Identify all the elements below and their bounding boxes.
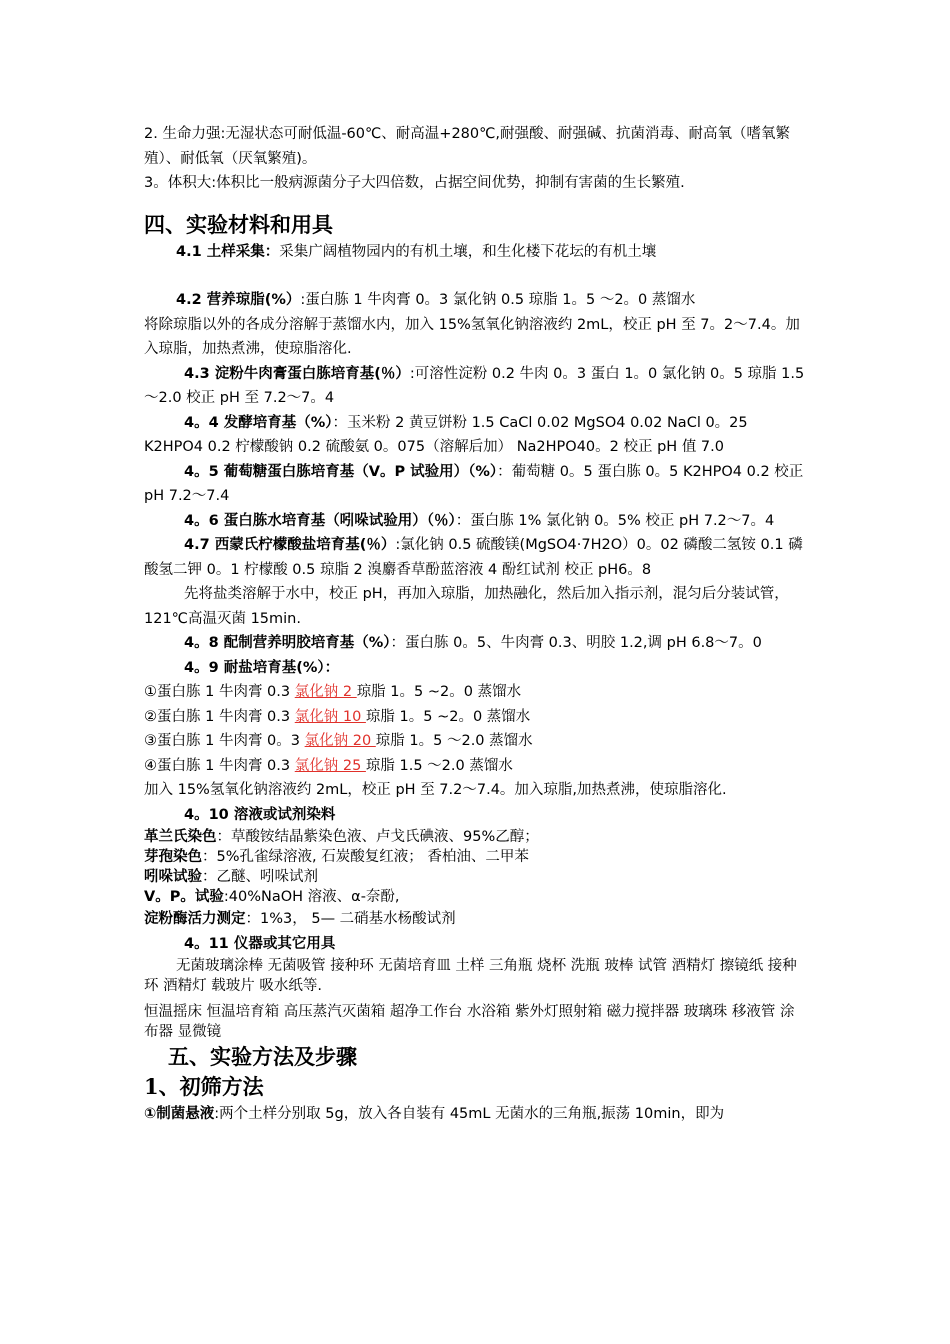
item-4-10-label: 4。10 溶液或试剂染料 [184,806,336,823]
item-4-2-text: :蛋白胨 1 牛肉膏 0。3 氯化钠 0.5 琼脂 1。5 ～2。0 蒸馏水 [300,292,696,308]
item-4-7-label: 4.7 西蒙氏柠檬酸盐培育基(％） [184,537,396,553]
para-size: 3。体积大:体积比一般病源菌分子大四倍数，占据空间优势，抑制有害菌的生长繁殖. [144,175,685,191]
item-4-11-list-2: 恒温摇床 恒温培育箱 高压蒸汽灭菌箱 超净工作台 水浴箱 紫外灯照射箱 磁力搅拌器 玻璃珠 移液管 涂布器 显微镜 [144,1004,795,1040]
item-4-1-label: 4.1 土样采集： [176,243,280,260]
item-4-3 [144,362,808,411]
item-4-2-label: 4.2 营养琼脂(%） [176,292,301,308]
item-4-5-text: ：葡萄糖 0。5 蛋白胨 0。5 K2HPO4 0.2 校正 pH 7.2～7.4 [144,463,804,504]
item-4-5 [144,460,808,509]
salt-row-3-pre: ③蛋白胨 1 牛肉膏 0。3 [144,733,305,749]
item-4-4 [144,411,808,460]
step-1-text: :两个土样分别取 5g，放入各自装有 45mL 无菌水的三角瓶,振荡 10min，即为 [214,1106,725,1122]
item-4-8-label: 4。8 配制营养明胶培育基（%） [184,635,391,651]
item-4-6 [144,509,808,534]
item-4-9-label: 4。9 耐盐培育基(%）： [184,659,340,676]
indole-test [144,867,808,887]
item-4-9-cont: 加入 15%氢氧化钠溶液约 2mL，校正 pH 至 7.2～7.4。加入琼脂,加热煮沸，使琼脂溶化. [144,782,727,798]
vp-test-text: :40%NaOH 溶液、α-奈酚, [223,889,400,905]
salt-row-4-post: 琼脂 1.5 ～2.0 蒸馏水 [365,757,513,774]
salt-row-1-post: 琼脂 1。5 ~2。0 蒸馏水 [356,684,522,700]
salt-row-4-nacl: 氯化钠 25 [294,757,366,774]
item-4-4-text: ：玉米粉 2 黄豆饼粉 1.5 CaCl 0.02 MgSO4 0.02 NaCl 0。25 K2HPO4 0.2 柠檬酸钠 0.2 硫酸氨 0。075（溶解后加） Na2HPO40。2 校正 pH 值 7.0 [144,414,748,455]
indole-test-text: ：乙醚、吲哚试剂 [202,869,318,885]
salt-row-3 [144,729,808,754]
salt-row-1-nacl: 氯化钠 2 [294,684,357,700]
item-4-1-text: 采集广阔植物园内的有机土壤，和生化楼下花坛的有机土壤 [279,243,657,260]
indole-test-label: 吲哚试验 [144,869,202,885]
item-4-1 [144,240,808,265]
gram-stain [144,827,808,847]
spore-stain-label: 芽孢染色 [144,849,202,865]
gram-stain-label: 革兰氏染色 [144,829,217,845]
salt-row-4 [144,754,808,779]
spore-stain-text: ：5%孔雀绿溶液, 石炭酸复红液； 香柏油、二甲苯 [202,849,529,865]
item-4-8-text: ：蛋白胨 0。5、牛肉膏 0.3、明胶 1.2,调 pH 6.8～7。0 [390,635,762,651]
item-4-5-label: 4。5 葡萄糖蛋白胨培育基（V。P 试验用）（%） [184,463,498,480]
salt-row-1 [144,680,808,705]
item-4-7-text: :氯化钠 0.5 硫酸镁(MgSO4·7H2O）0。02 磷酸二氢铵 0.1 磷酸氢二钾 0。1 柠檬酸 0.5 琼脂 2 溴麝香草酚蓝溶液 4 酚红试剂 校正 pH6。8 [144,537,803,578]
salt-row-2-post: 琼脂 1。5 ~2。0 蒸馏水 [365,708,531,725]
salt-row-4-pre: ④蛋白胨 1 牛肉膏 0.3 [144,757,295,774]
salt-row-3-post: 琼脂 1。5 ～2.0 蒸馏水 [375,733,533,749]
amylase-test [144,907,808,932]
section-4-title: 四、实验材料和用具 [144,211,333,237]
document-page [144,122,808,1127]
item-4-2 [144,288,808,313]
amylase-test-label: 淀粉酶活力测定 [144,911,246,927]
item-4-6-text: ：蛋白胨 1% 氯化钠 0。5% 校正 pH 7.2～7。4 [455,512,775,529]
item-4-11-list-1: 无菌玻璃涂棒 无菌吸管 接种环 无菌培育皿 土样 三角瓶 烧杯 洗瓶 玻棒 试管 酒精灯 擦镜纸 接种环 酒精灯 载玻片 吸水纸等. [144,958,797,994]
gram-stain-text: ：草酸铵结晶紫染色液、卢戈氏碘液、95%乙醇； [216,829,539,845]
item-4-3-label: 4.3 淀粉牛肉膏蛋白胨培育基(％） [184,365,410,382]
step-1 [144,1102,808,1127]
vp-test-label: V。P。试验 [144,889,224,905]
item-4-8 [144,631,808,656]
step-1-label: ①制菌悬液 [144,1106,215,1122]
salt-row-3-nacl: 氯化钠 20 [304,733,376,749]
salt-row-2 [144,705,808,730]
item-4-4-label: 4。4 发酵培育基（%） [184,414,333,431]
salt-row-2-nacl: 氯化钠 10 [294,708,366,725]
para-vitality: 2. 生命力强:无湿状态可耐低温-60℃、耐高温+280℃,耐强酸、耐强碱、抗菌消毒、耐高氧（嗜氧繁殖）、耐低氧（厌氧繁殖)。 [144,126,791,167]
salt-row-1-pre: ①蛋白胨 1 牛肉膏 0.3 [144,684,295,700]
subsection-1-title: 1、初筛方法 [144,1074,264,1099]
section-5-title: 五、实验方法及步骤 [168,1044,357,1069]
item-4-2-cont: 将除琼脂以外的各成分溶解于蒸馏水内，加入 15%氢氧化钠溶液约 2mL，校正 pH 至 7。2～7.4。加入琼脂，加热煮沸，使琼脂溶化. [144,316,800,357]
spore-stain [144,847,808,867]
vp-test [144,887,808,907]
item-4-7 [144,533,808,582]
item-4-7-cont: 先将盐类溶解于水中，校正 pH，再加入琼脂，加热融化，然后加入指示剂，混匀后分装试管，121℃高温灭菌 15min. [144,586,789,627]
item-4-11-label: 4。11 仪器或其它用具 [184,935,336,952]
salt-row-2-pre: ②蛋白胨 1 牛肉膏 0.3 [144,708,295,725]
item-4-6-label: 4。6 蛋白胨水培育基（吲哚试验用）（％） [184,512,456,529]
item-4-3-text: :可溶性淀粉 0.2 牛肉 0。3 蛋白 1。0 氯化钠 0。5 琼脂 1.5～2.0 校正 pH 至 7.2～7。4 [144,365,805,406]
amylase-test-text: ：1%3， 5— 二硝基水杨酸试剂 [245,911,456,927]
